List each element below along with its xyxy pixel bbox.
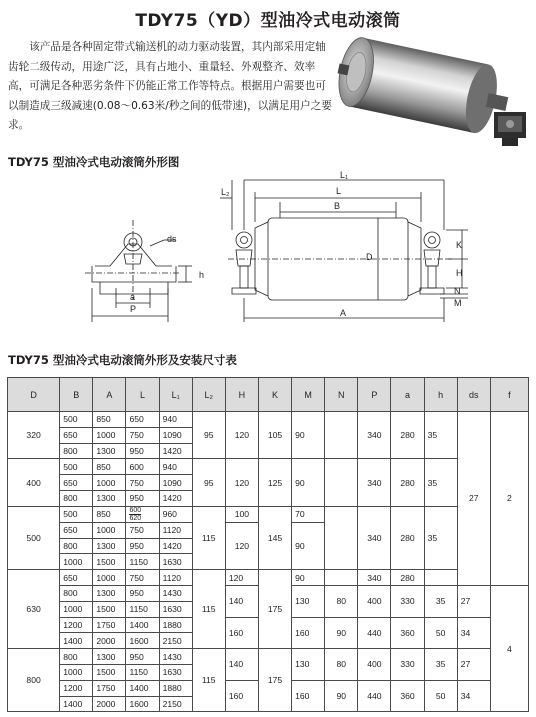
th-ds: ds: [457, 378, 490, 412]
dim-h: h: [199, 270, 205, 280]
th-l1: L₁: [159, 378, 192, 412]
cell-h: 120: [225, 412, 258, 459]
l-fraction-top: 600: [129, 506, 142, 514]
cell-h-small: 35: [424, 649, 457, 681]
cell-b: 1200: [60, 617, 93, 633]
th-l2: L₂: [192, 378, 225, 412]
cell-d: 800: [8, 649, 60, 712]
cell-l1: 1630: [159, 664, 192, 680]
cell-l: 1400: [126, 680, 159, 696]
cell-m: 90: [292, 570, 325, 586]
cell-h-small: 35: [424, 585, 457, 617]
table-row: [8, 570, 529, 586]
cell-n: 90: [325, 680, 358, 712]
cell-n: [325, 412, 358, 459]
cell-l: 1600: [126, 633, 159, 649]
cell-p: 400: [358, 649, 391, 681]
cell-l: 950: [126, 490, 159, 506]
cell-ds: 34: [457, 680, 490, 712]
th-h-small: h: [424, 378, 457, 412]
table-header-row: [8, 378, 529, 412]
cell-l1: 2150: [159, 696, 192, 712]
dim-k: K: [456, 240, 463, 250]
cell-a-small: 360: [391, 617, 424, 649]
cell-l: 750: [126, 427, 159, 443]
cell-b: 1000: [60, 554, 93, 570]
cell-l1: 1880: [159, 680, 192, 696]
cell-l1: 1630: [159, 554, 192, 570]
cell-b: 800: [60, 649, 93, 665]
cell-l1: 1420: [159, 443, 192, 459]
page-title: TDY75（YD）型油冷式电动滚筒: [135, 11, 401, 31]
cell-l1: 1630: [159, 601, 192, 617]
cell-a-small: 360: [391, 680, 424, 712]
cell-ds: 27: [457, 585, 490, 617]
cell-l1: 940: [159, 412, 192, 428]
cell-n: 90: [325, 617, 358, 649]
th-l: L: [126, 378, 159, 412]
cell-ds: 34: [457, 617, 490, 649]
cell-a: 1000: [93, 427, 126, 443]
cell-f: 2: [490, 412, 528, 586]
cell-f: 4: [490, 585, 528, 711]
cell-a: 1300: [93, 649, 126, 665]
cell-m: 130: [292, 585, 325, 617]
cell-a: 2000: [93, 633, 126, 649]
dim-n: N: [454, 286, 461, 296]
cell-n: [325, 570, 358, 586]
cell-m: 70: [292, 506, 325, 522]
cell-a-small: 280: [391, 570, 424, 586]
cell-a: 1500: [93, 554, 126, 570]
cell-l2: 95: [192, 412, 225, 459]
cell-h: 100: [225, 506, 258, 522]
cell-p: 340: [358, 506, 391, 569]
cell-l: 1150: [126, 554, 159, 570]
th-p: P: [358, 378, 391, 412]
cell-l-fraction: [126, 506, 159, 522]
cell-ds: 27: [457, 649, 490, 681]
cell-b: 650: [60, 570, 93, 586]
cell-m: 160: [292, 680, 325, 712]
th-b: B: [60, 378, 93, 412]
cell-h: 160: [225, 680, 258, 712]
cell-l1: 1090: [159, 475, 192, 491]
cell-m: 90: [292, 412, 325, 459]
cell-a-small: 280: [391, 459, 424, 506]
dim-p: P: [130, 304, 137, 314]
cell-p: 440: [358, 617, 391, 649]
cell-m: 90: [292, 522, 325, 569]
cell-b: 650: [60, 427, 93, 443]
cell-a: 1300: [93, 490, 126, 506]
cell-a: 1300: [93, 443, 126, 459]
cell-h-small: 50: [424, 617, 457, 649]
cell-l1: 1120: [159, 570, 192, 586]
table-row: [8, 649, 529, 665]
cell-l: 950: [126, 649, 159, 665]
cell-a-small: 280: [391, 506, 424, 569]
cell-k: 175: [258, 570, 291, 649]
th-k: K: [258, 378, 291, 412]
cell-h-small: 35: [424, 506, 457, 569]
intro-paragraph: 该产品是各种固定带式输送机的动力驱动装置，其内部采用定轴齿轮二级传动，用途广泛，具有占地小、重量轻、外观整齐、效率高，可满足各种恶劣条件下仍能正常工作等特点。根据用户需要也可以制造成三级减速(0.08～0.63米/秒之间的低带速)，以满足用户之要求。: [8, 41, 332, 132]
cell-h: 140: [225, 585, 258, 617]
cell-p: 340: [358, 412, 391, 459]
cell-p: 440: [358, 680, 391, 712]
cell-d: 320: [8, 412, 60, 459]
cell-l: 600: [126, 459, 159, 475]
cell-l1: 1420: [159, 538, 192, 554]
cell-a: 1750: [93, 617, 126, 633]
cell-b: 650: [60, 522, 93, 538]
th-n: N: [325, 378, 358, 412]
cell-b: 800: [60, 443, 93, 459]
cell-d: 630: [8, 570, 60, 649]
cell-n: 80: [325, 585, 358, 617]
cell-n: [325, 459, 358, 506]
th-d: D: [8, 378, 60, 412]
cell-l: 750: [126, 522, 159, 538]
cell-p: 400: [358, 585, 391, 617]
cell-l1: 960: [159, 506, 192, 522]
cell-a-small: 330: [391, 649, 424, 681]
cell-a: 1000: [93, 522, 126, 538]
drawing-section-title: TDY75 型油冷式电动滚筒外形图: [8, 155, 180, 169]
cell-h: 160: [225, 617, 258, 649]
cell-a: 1000: [93, 475, 126, 491]
cell-h: 120: [225, 522, 258, 569]
cell-h: 140: [225, 649, 258, 681]
cell-n: 80: [325, 649, 358, 681]
cell-l1: 1430: [159, 649, 192, 665]
cell-a: 1300: [93, 585, 126, 601]
cell-h-small: 35: [424, 459, 457, 506]
cell-l1: 1090: [159, 427, 192, 443]
cell-b: 500: [60, 459, 93, 475]
outline-drawing: [0, 170, 536, 345]
cell-l2: 95: [192, 459, 225, 506]
cell-l: 1400: [126, 617, 159, 633]
th-a-small: a: [391, 378, 424, 412]
cell-m: 130: [292, 649, 325, 681]
cell-k: 175: [258, 649, 291, 712]
cell-b: 1000: [60, 601, 93, 617]
cell-b: 1400: [60, 696, 93, 712]
cell-b: 650: [60, 475, 93, 491]
cell-b: 800: [60, 538, 93, 554]
dim-a-front: A: [340, 308, 347, 318]
cell-l2: 115: [192, 570, 225, 649]
cell-a: 1500: [93, 664, 126, 680]
table-row: [8, 459, 529, 475]
drum-photo: [326, 30, 532, 158]
cell-b: 1200: [60, 680, 93, 696]
cell-l1: 2150: [159, 633, 192, 649]
cell-n: [325, 506, 358, 569]
cell-l1: 940: [159, 459, 192, 475]
table-row: [8, 412, 529, 428]
dim-m: M: [454, 298, 462, 308]
cell-l: 950: [126, 538, 159, 554]
cell-l: 1150: [126, 601, 159, 617]
intro-text: [8, 38, 336, 136]
dim-l: L: [336, 186, 342, 196]
cell-l1: 1120: [159, 522, 192, 538]
cell-a: 850: [93, 412, 126, 428]
cell-p: 340: [358, 570, 391, 586]
dimension-table: [7, 377, 529, 712]
th-f: f: [490, 378, 528, 412]
cell-b: 800: [60, 490, 93, 506]
cell-m: 160: [292, 617, 325, 649]
cell-l1: 1880: [159, 617, 192, 633]
th-m: M: [292, 378, 325, 412]
l-fraction-bottom: 620: [129, 514, 142, 522]
dim-l1: L₁: [340, 170, 349, 180]
cell-l2: 115: [192, 506, 225, 569]
cell-a: 1750: [93, 680, 126, 696]
dim-ds: ds: [167, 234, 177, 244]
cell-m: 90: [292, 459, 325, 506]
cell-l2: 115: [192, 649, 225, 712]
cell-h-small: [424, 570, 457, 586]
th-h: H: [225, 378, 258, 412]
cell-l1: 1430: [159, 585, 192, 601]
cell-l1: 1420: [159, 490, 192, 506]
cell-a: 1000: [93, 570, 126, 586]
cell-a: 2000: [93, 696, 126, 712]
cell-d: 400: [8, 459, 60, 506]
cell-a: 1300: [93, 538, 126, 554]
cell-d: 500: [8, 506, 60, 569]
cell-b: 1000: [60, 664, 93, 680]
dim-h-front: H: [456, 268, 463, 278]
cell-b: 500: [60, 412, 93, 428]
cell-b: 800: [60, 585, 93, 601]
cell-l: 650: [126, 412, 159, 428]
cell-ds: 27: [457, 412, 490, 586]
cell-k: 105: [258, 412, 291, 459]
table-row: [8, 506, 529, 522]
cell-b: 500: [60, 506, 93, 522]
dim-l2: L₂: [221, 187, 230, 197]
cell-h-small: 35: [424, 412, 457, 459]
cell-a: 850: [93, 506, 126, 522]
cell-a-small: 330: [391, 585, 424, 617]
table-section-title: TDY75 型油冷式电动滚筒外形及安装尺寸表: [8, 353, 237, 367]
cell-l: 750: [126, 570, 159, 586]
dim-a: a: [130, 292, 136, 302]
dim-b: B: [334, 201, 341, 211]
cell-h: 120: [225, 459, 258, 506]
cell-l: 750: [126, 475, 159, 491]
cell-a-small: 280: [391, 412, 424, 459]
cell-l: 1150: [126, 664, 159, 680]
cell-l: 950: [126, 443, 159, 459]
dim-d: D: [366, 252, 373, 262]
th-a: A: [93, 378, 126, 412]
cell-a: 850: [93, 459, 126, 475]
cell-p: 340: [358, 459, 391, 506]
cell-a: 1500: [93, 601, 126, 617]
cell-k: 125: [258, 459, 291, 506]
cell-h-small: 50: [424, 680, 457, 712]
cell-h: 120: [225, 570, 258, 586]
cell-k: 145: [258, 506, 291, 569]
cell-b: 1400: [60, 633, 93, 649]
cell-l: 1600: [126, 696, 159, 712]
cell-l: 950: [126, 585, 159, 601]
